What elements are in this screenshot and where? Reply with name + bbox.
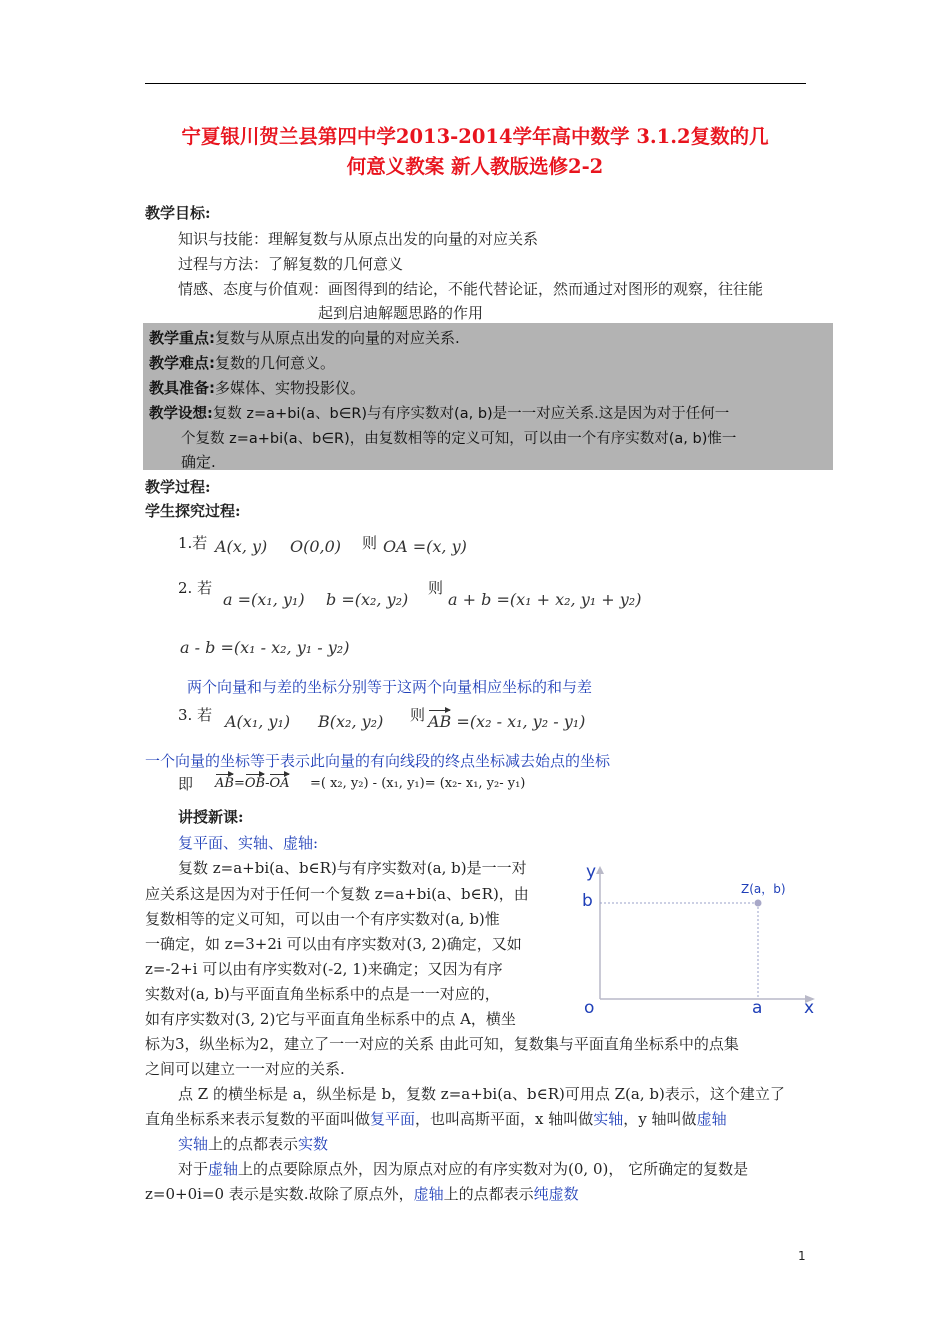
- process-heading: 教学过程:: [145, 478, 211, 496]
- term-imaginary-axis: 虚轴: [413, 1185, 444, 1203]
- ji-expression: =( x₂, y₂) - (x₁, y₁)= (x₂- x₁, y₂- y₁): [310, 776, 526, 791]
- item2-difference: a - b =(x₁ - x₂, y₁ - y₂): [180, 638, 350, 657]
- paragraph1-line: 复数相等的定义可知，可以由一个有序实数对(a, b)惟: [145, 910, 500, 928]
- item2-vector-a: a =(x₁, y₁): [223, 590, 305, 609]
- text: z=0+0i=0 表示是实数.故除了原点外，: [145, 1185, 414, 1203]
- key-points-box: [143, 323, 833, 470]
- difficulty-text: 复数的几何意义。: [215, 354, 336, 372]
- lecture-heading: 讲授新课:: [178, 808, 244, 826]
- term-imaginary-axis: 虚轴: [696, 1110, 727, 1128]
- note-vector-coordinate: 一个向量的坐标等于表示此向量的有向线段的终点坐标减去始点的坐标: [145, 752, 611, 770]
- paragraph1-line: z=-2+i 可以由有序实数对(-2, 1)来确定；又因为有序: [145, 960, 503, 978]
- paragraph1-line: 一确定，如 z=3+2i 可以由有序实数对(3, 2)确定，又如: [145, 935, 522, 953]
- focus-text: 复数与从原点出发的向量的对应关系.: [215, 329, 460, 347]
- paragraph1-line: 之间可以建立一一对应的关系.: [145, 1060, 345, 1078]
- text: 直角坐标系来表示复数的平面叫做: [145, 1110, 371, 1128]
- design-line-2: 个复数 z=a+bi(a、b∈R)，由复数相等的定义可知，可以由一个有序实数对(a, b)惟一: [181, 431, 737, 447]
- tools-label: 教具准备:: [149, 379, 215, 397]
- header-rule: [145, 83, 806, 84]
- ji-label: 即: [178, 775, 194, 793]
- item1-then: 则: [362, 534, 378, 552]
- text: x 轴叫做: [535, 1110, 594, 1128]
- item2-vector-b: b =(x₂, y₂): [326, 590, 409, 609]
- item1-point-a: A(x, y): [215, 537, 268, 556]
- text: 上的点都表示: [443, 1185, 534, 1203]
- text: y 轴叫做: [638, 1110, 697, 1128]
- objective-item: 起到启迪解题思路的作用: [318, 304, 484, 322]
- paragraph3-line: [178, 1133, 328, 1154]
- paragraph1-line: 如有序实数对(3, 2)它与平面直角坐标系中的点 A，横坐: [145, 1010, 516, 1028]
- paragraph1-line: 应关系这是因为对于任何一个复数 z=a+bi(a、b∈R)，由: [145, 885, 529, 903]
- item3-vector-ab: AB: [428, 712, 452, 731]
- term-real-axis: 实轴: [593, 1110, 624, 1128]
- lecture-subtitle: 复平面、实轴、虚轴:: [178, 834, 319, 852]
- item1-number: 1.若: [178, 534, 208, 552]
- tools-text: 多媒体、实物投影仪。: [215, 379, 366, 397]
- item1-result: OA =(x, y): [383, 537, 467, 556]
- difficulty-label: 教学难点:: [149, 354, 215, 372]
- a-label: a: [752, 998, 763, 1018]
- item2-then: 则: [428, 579, 444, 597]
- term-pure-imaginary: 纯虚数: [533, 1185, 579, 1203]
- text: ，也叫高斯平面，: [415, 1110, 536, 1128]
- item3-point-b: B(x₂, y₂): [318, 712, 384, 731]
- b-label: b: [582, 891, 593, 911]
- point-z-label: Z(a，b): [741, 882, 786, 896]
- paragraph1-line: 实数对(a, b)与平面直角坐标系中的点是一一对应的，: [145, 985, 500, 1003]
- objective-item: 情感、态度与价值观：画图得到的结论，不能代替论证，然而通过对图形的观察，往往能: [178, 280, 764, 298]
- paragraph1-line: 标为3，纵坐标为2，建立了一一对应的关系 由此可知，复数集与平面直角坐标系中的点集: [145, 1035, 739, 1053]
- x-axis-label: x: [804, 998, 815, 1018]
- item2-number: 2. 若: [178, 579, 213, 597]
- text: 对于: [178, 1160, 209, 1178]
- objectives-heading: 教学目标:: [145, 204, 211, 222]
- note-sum-difference: 两个向量和与差的坐标分别等于这两个向量相应坐标的和与差: [187, 678, 593, 696]
- term-real-number: 实数: [298, 1135, 329, 1153]
- focus-label: 教学重点:: [149, 329, 215, 347]
- text: 上的点都表示: [208, 1135, 299, 1153]
- design-line-1: 复数 z=a+bi(a、b∈R)与有序实数对(a, b)是一一对应关系.这是因为对于任何一: [212, 406, 730, 422]
- y-axis-arrow-icon: [596, 866, 604, 874]
- process-subheading: 学生探究过程:: [145, 502, 241, 520]
- text: ，: [623, 1110, 639, 1128]
- text: 上的点要除原点外，因为原点对应的有序实数对为(0, 0)， 它所确定的复数是: [238, 1160, 749, 1178]
- paragraph1-line: 复数 z=a+bi(a、b∈R)与有序实数对(a, b)是一一对: [178, 859, 527, 877]
- item3-then: 则: [410, 706, 426, 724]
- item3-point-a: A(x₁, y₁): [225, 712, 291, 731]
- item3-number: 3. 若: [178, 706, 213, 724]
- item3-result: =(x₂ - x₁, y₂ - y₁): [456, 712, 586, 731]
- paragraph4-line: [145, 1183, 579, 1204]
- origin-label: o: [584, 998, 595, 1018]
- point-z: [755, 900, 762, 907]
- paragraph4-line: [178, 1158, 748, 1179]
- term-complex-plane: 复平面: [370, 1110, 416, 1128]
- vector-ab-ob-oa: AB=OB-OA: [215, 776, 290, 791]
- item2-sum: a + b =(x₁ + x₂, y₁ + y₂): [448, 590, 642, 609]
- page-number: 1: [798, 1249, 806, 1263]
- objective-item: 过程与方法：了解复数的几何意义: [178, 255, 404, 273]
- title-line-2: 何意义教案 新人教版选修2-2: [346, 155, 604, 178]
- design-line-3: 确定.: [181, 453, 216, 471]
- paragraph2-line: 点 Z 的横坐标是 a，纵坐标是 b，复数 z=a+bi(a、b∈R)可用点 Z(a, b)表示，这个建立了: [178, 1085, 785, 1103]
- objective-item: 知识与技能：理解复数与从原点出发的向量的对应关系: [178, 230, 539, 248]
- item1-origin: O(0,0): [290, 537, 342, 556]
- design-label: 教学设想:: [149, 406, 213, 422]
- title-line-1: 宁夏银川贺兰县第四中学2013-2014学年高中数学 3.1.2复数的几: [181, 125, 769, 148]
- term-real-axis: 实轴: [178, 1135, 209, 1153]
- paragraph2-line: [145, 1108, 727, 1129]
- y-axis-label: y: [586, 862, 597, 882]
- term-imaginary-axis: 虚轴: [208, 1160, 239, 1178]
